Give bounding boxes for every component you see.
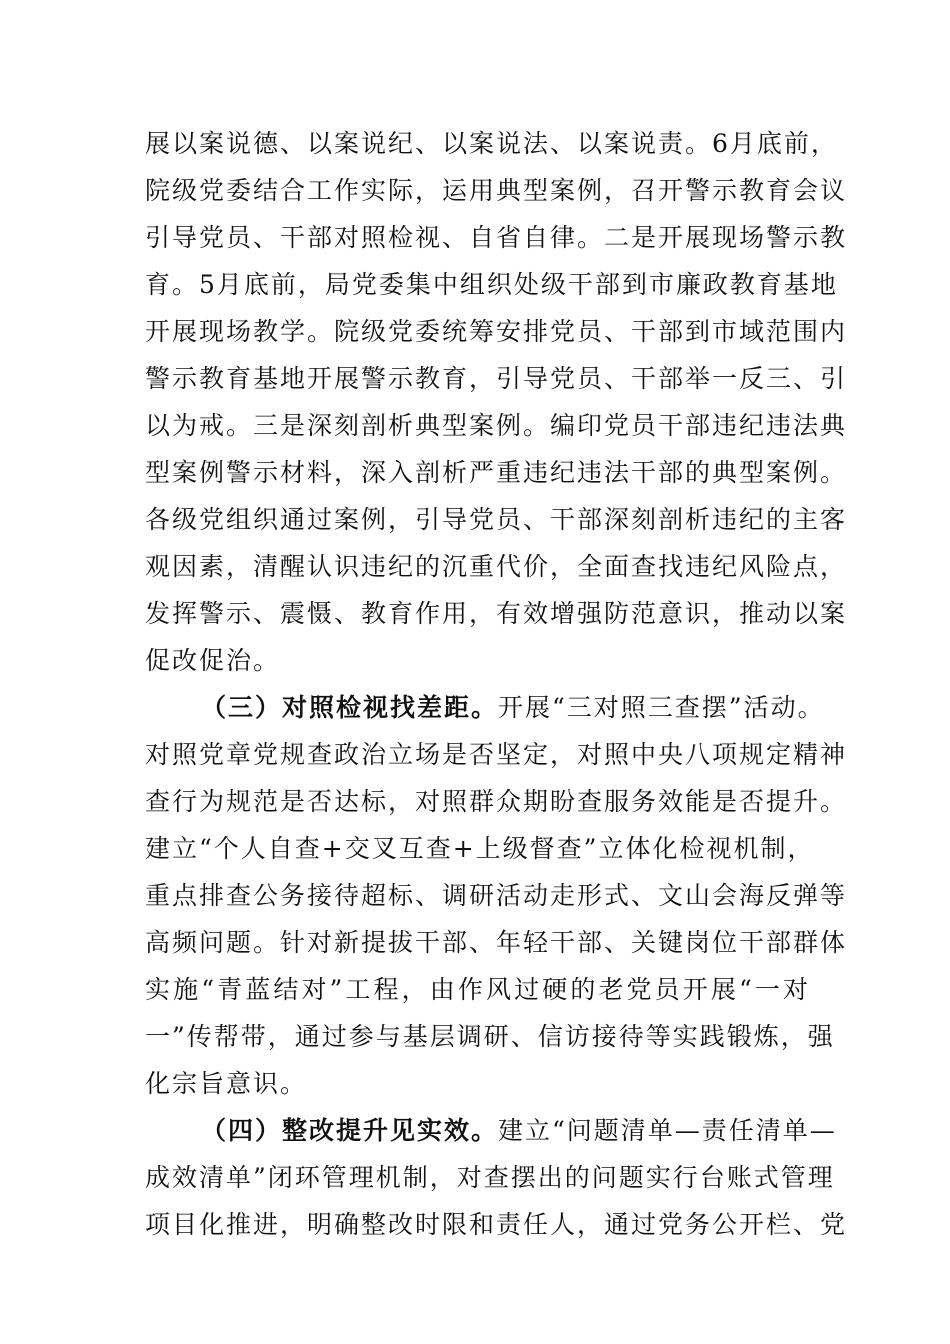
text-line: 对照党章党规查政治立场是否坚定，对照中央八项规定精神 (145, 740, 848, 769)
text-line: 育。5月底前，局党委集中组织处级干部到市廉政教育基地 (145, 270, 838, 299)
text-line: 以为戒。三是深刻剖析典型案例。编印党员干部违纪违法典 (145, 411, 848, 440)
paragraph-first-line (145, 1107, 837, 1154)
text-line: 建立“个人自查+交叉互查+上级督查”立体化检视机制， (145, 834, 815, 863)
section-heading: （四）整改提升见实效。 (201, 1116, 499, 1145)
section-heading: （三）对照检视找差距。 (201, 693, 499, 722)
text-line: 院级党委结合工作实际，运用典型案例，召开警示教育会议 (145, 176, 848, 205)
paragraph-2 (145, 684, 848, 1107)
text-line: 促改促治。 (145, 646, 281, 675)
text-line: 成效清单”闭环管理机制，对查摆出的问题实行台账式管理 (145, 1163, 835, 1192)
text-line: 警示教育基地开展警示教育，引导党员、干部举一反三、引 (145, 364, 848, 393)
text-line: 重点排查公务接待超标、调研活动走形式、文山会海反弹等 (145, 881, 848, 910)
paragraph-1 (145, 120, 848, 684)
text-line: 一”传帮带，通过参与基层调研、信访接待等实践锻炼，强 (145, 1022, 835, 1051)
text-line: 查行为规范是否达标，对照群众期盼查服务效能是否提升。 (145, 787, 848, 816)
text-line: 高频问题。针对新提拔干部、年轻干部、关键岗位干部群体 (145, 928, 848, 957)
text-line: 各级党组织通过案例，引导党员、干部深刻剖析违纪的主客 (145, 505, 848, 534)
text-line: 实施“青蓝结对”工程，由作风过硬的老党员开展“一对 (145, 975, 810, 1004)
text-line: 展以案说德、以案说纪、以案说法、以案说责。6月底前， (145, 129, 838, 158)
document-body (145, 120, 848, 1248)
paragraph-first-line (145, 684, 825, 731)
text-line: 开展现场教学。院级党委统筹安排党员、干部到市域范围内 (145, 317, 848, 346)
heading-line-text: 开展“三对照三查摆”活动。 (498, 693, 825, 722)
text-line: 引导党员、干部对照检视、自省自律。二是开展现场警示教 (145, 223, 848, 252)
text-line: 观因素，清醒认识违纪的沉重代价，全面查找违纪风险点， (145, 552, 848, 581)
text-line: 型案例警示材料，深入剖析严重违纪违法干部的典型案例。 (145, 458, 848, 487)
text-line: 项目化推进，明确整改时限和责任人，通过党务公开栏、党 (145, 1210, 848, 1239)
paragraph-3 (145, 1107, 848, 1248)
text-line: 化宗旨意识。 (145, 1069, 308, 1098)
heading-line-text: 建立“问题清单—责任清单— (498, 1116, 837, 1145)
text-line: 发挥警示、震慑、教育作用，有效增强防范意识，推动以案 (145, 599, 848, 628)
